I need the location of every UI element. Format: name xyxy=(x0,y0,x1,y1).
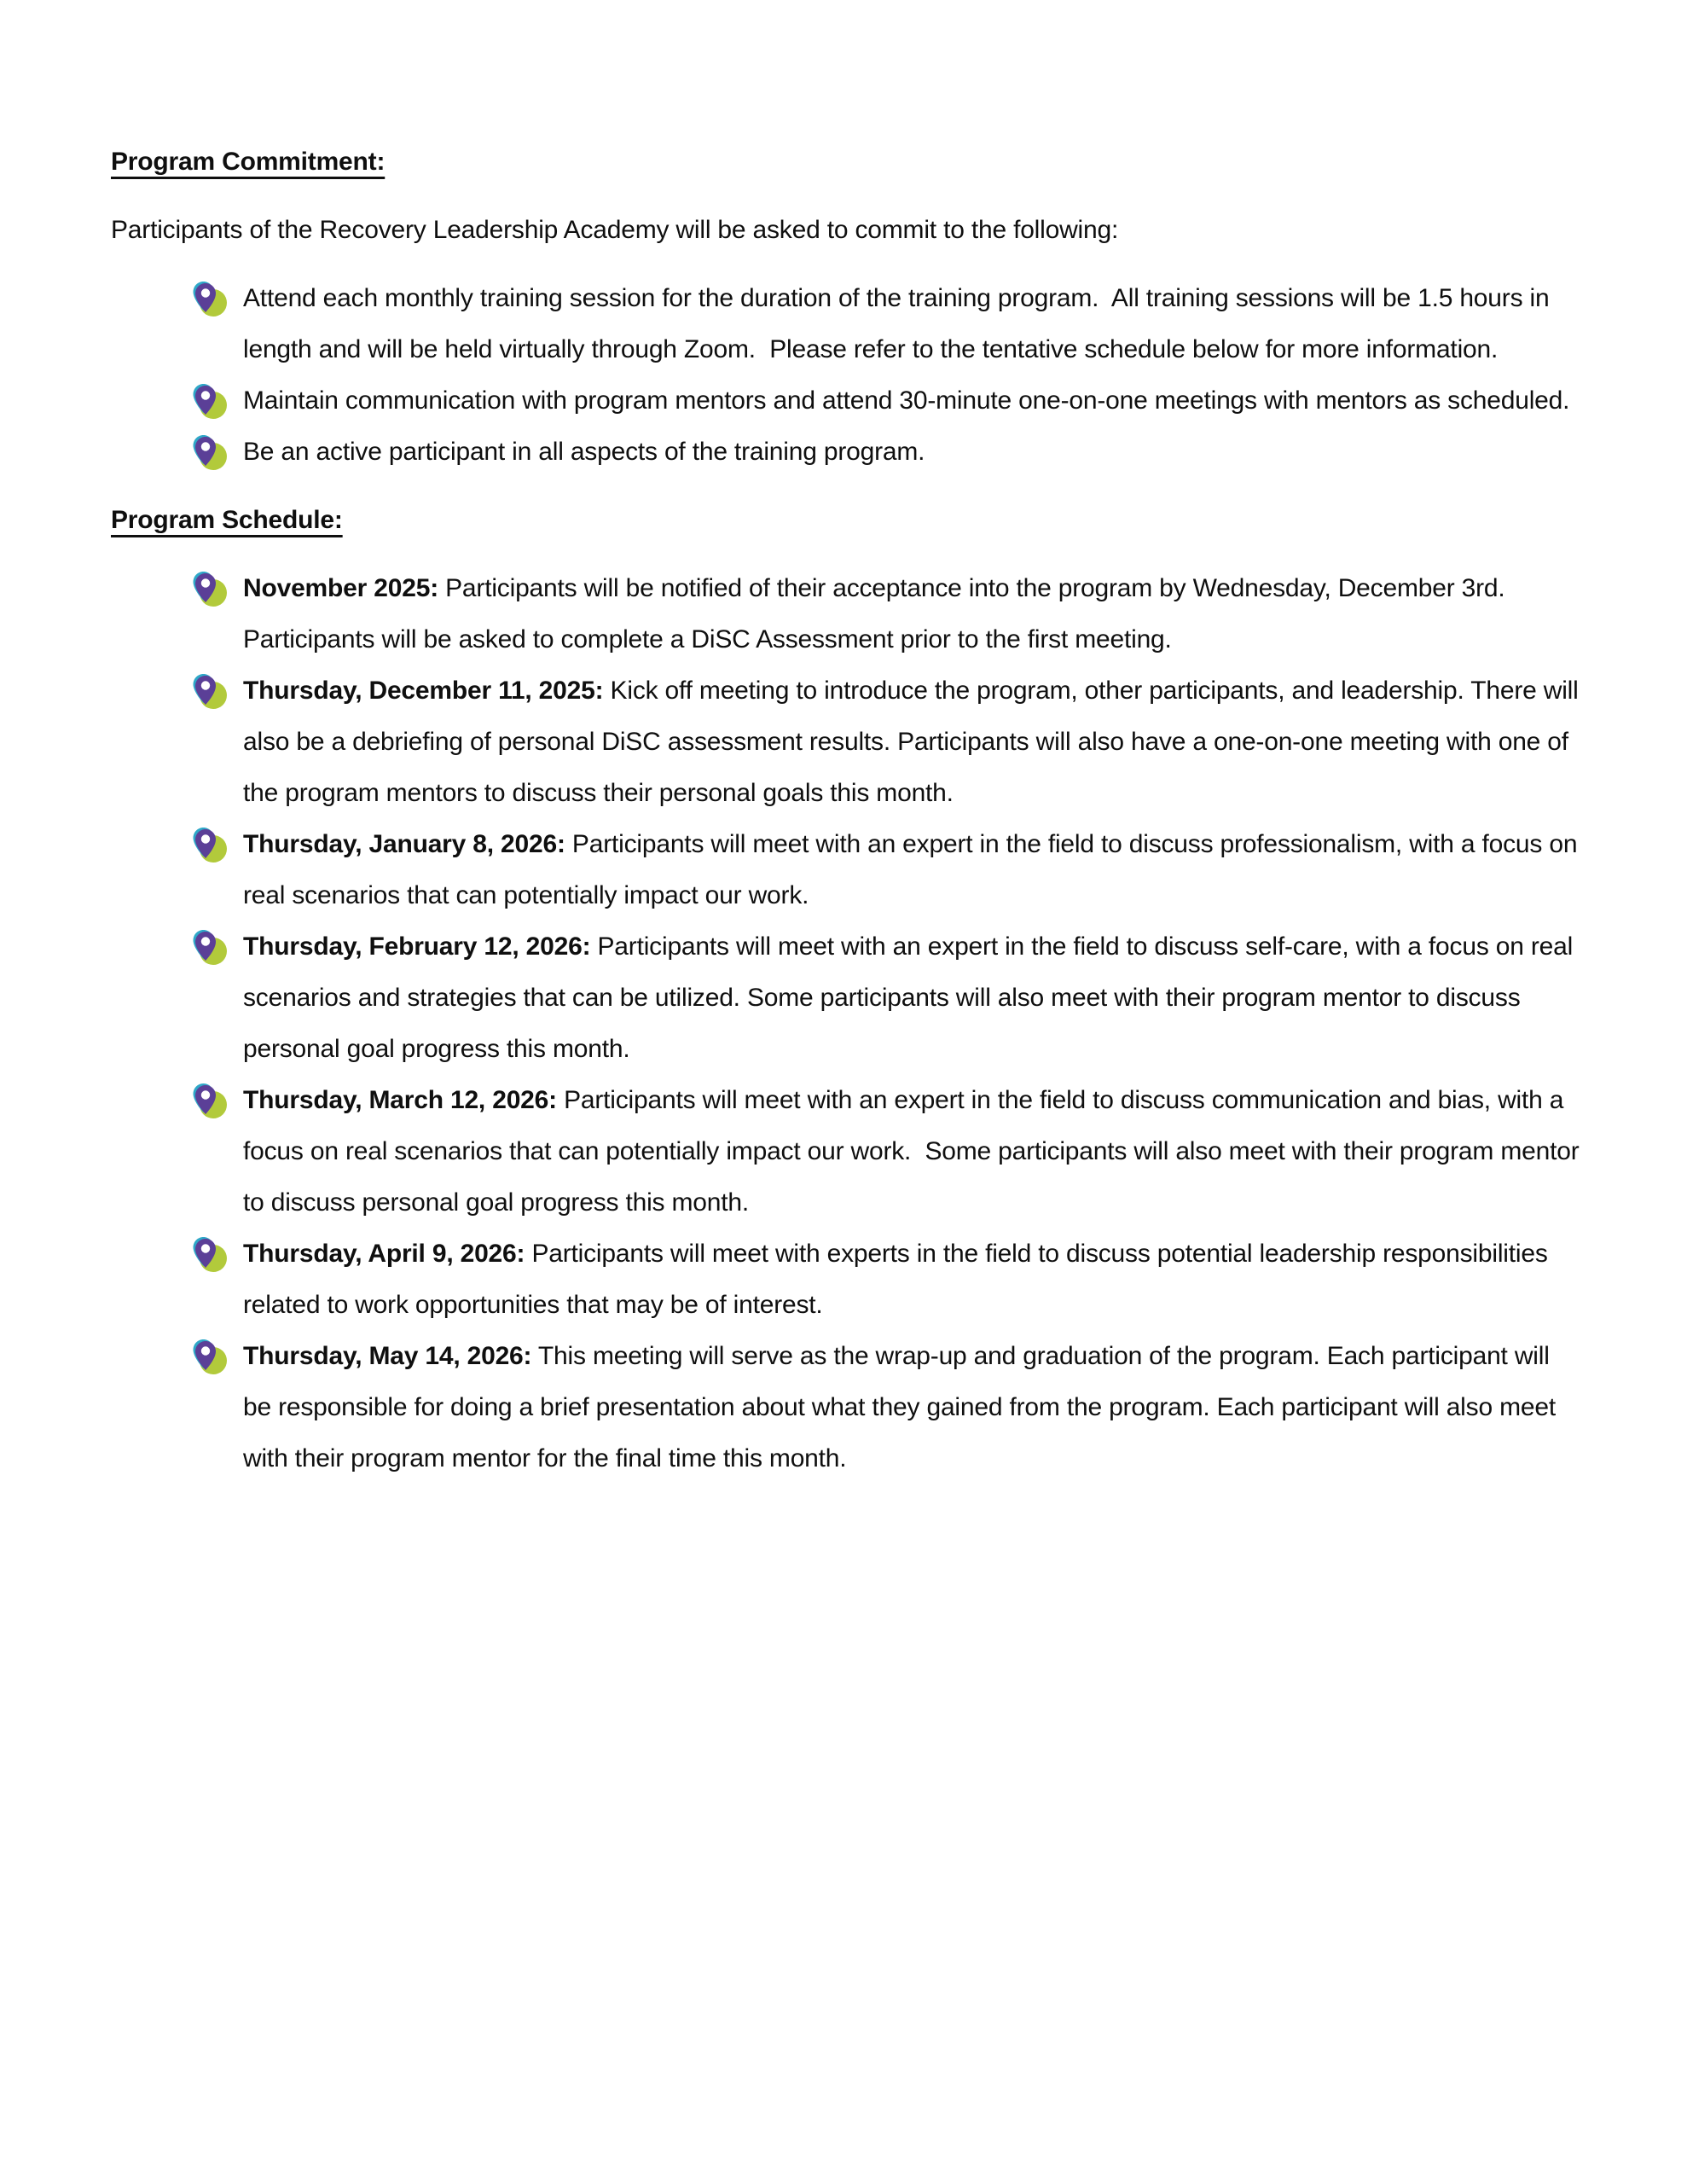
list-item xyxy=(111,563,1583,665)
location-pin-icon xyxy=(193,1339,227,1376)
schedule-text: This meeting will serve as the wrap-up and graduation of the program. Each participant will be responsible for doing a brief presentation about what they gained from the program. Each participant will also meet with their program mentor for the final time this month. xyxy=(243,1342,1563,1472)
list-item xyxy=(111,1331,1583,1484)
list-item xyxy=(111,1228,1583,1331)
bullet-text: Be an active participant in all aspects of the training program. xyxy=(243,438,925,466)
heading-text: Program Schedule: xyxy=(111,506,343,534)
heading-text: Program Commitment: xyxy=(111,148,386,176)
bullet-text: Maintain communication with program mentors and attend 30-minute one-on-one meetings with mentors as scheduled. xyxy=(243,386,1570,415)
list-item xyxy=(111,819,1583,921)
location-pin-icon xyxy=(193,383,227,421)
location-pin-icon xyxy=(193,1236,227,1274)
location-pin-icon xyxy=(193,827,227,864)
list-item xyxy=(111,273,1583,375)
schedule-text: Participants will meet with an expert in the field to discuss communication and bias, with a focus on real scenarios that can potentially impact our work. Some participants will also meet with their program mentor to discuss personal goal progress this month. xyxy=(243,1086,1586,1217)
bullet-text: Attend each monthly training session for the duration of the training program. All training sessions will be 1.5 hours in length and will be held virtually through Zoom. Please refer to the tentative schedule below for more information. xyxy=(243,284,1557,363)
location-pin-icon xyxy=(193,434,227,472)
heading-program-commitment xyxy=(111,136,1583,188)
schedule-text: Participants will meet with an expert in the field to discuss self-care, with a focus on real scenarios and strategies that can be utilized. Some participants will also meet with their program mentor to discuss personal goal progress this month. xyxy=(243,932,1580,1063)
list-item xyxy=(111,375,1583,427)
schedule-text: Participants will meet with an expert in the field to discuss professionalism, with a focus on real scenarios that can potentially impact our work. xyxy=(243,830,1585,909)
schedule-date: Thursday, April 9, 2026: xyxy=(243,1240,525,1268)
schedule-date: Thursday, May 14, 2026: xyxy=(243,1342,532,1370)
schedule-date: Thursday, January 8, 2026: xyxy=(243,830,565,858)
location-pin-icon xyxy=(193,1083,227,1120)
schedule-date: November 2025: xyxy=(243,574,438,602)
location-pin-icon xyxy=(193,929,227,967)
schedule-date: Thursday, March 12, 2026: xyxy=(243,1086,557,1114)
list-item xyxy=(111,921,1583,1075)
location-pin-icon xyxy=(193,281,227,318)
list-item xyxy=(111,665,1586,819)
location-pin-icon xyxy=(193,673,227,711)
schedule-text: Kick off meeting to introduce the program, other participants, and leadership. There will also be a debriefing of personal DiSC assessment results. Participants will also have a one-on-one meeting with one of the program mentors to discuss their personal goals this month. xyxy=(243,677,1586,807)
commitment-list xyxy=(111,273,1583,478)
schedule-text: Participants will meet with experts in the field to discuss potential leadership responsibilities related to work opportunities that may be of interest. xyxy=(243,1240,1555,1319)
location-pin-icon xyxy=(193,571,227,608)
schedule-date: Thursday, December 11, 2025: xyxy=(243,677,604,705)
heading-program-schedule xyxy=(111,495,1583,546)
schedule-text: Participants will be notified of their acceptance into the program by Wednesday, December 3rd. Participants will be asked to complete a DiSC Assessment prior to the first meeting. xyxy=(243,574,1512,653)
list-item xyxy=(111,1075,1586,1228)
list-item xyxy=(111,427,1583,478)
intro-text: Participants of the Recovery Leadership Academy will be asked to commit to the following: xyxy=(111,216,1119,244)
commitment-intro xyxy=(111,205,1583,256)
schedule-list xyxy=(111,563,1586,1484)
schedule-date: Thursday, February 12, 2026: xyxy=(243,932,591,961)
